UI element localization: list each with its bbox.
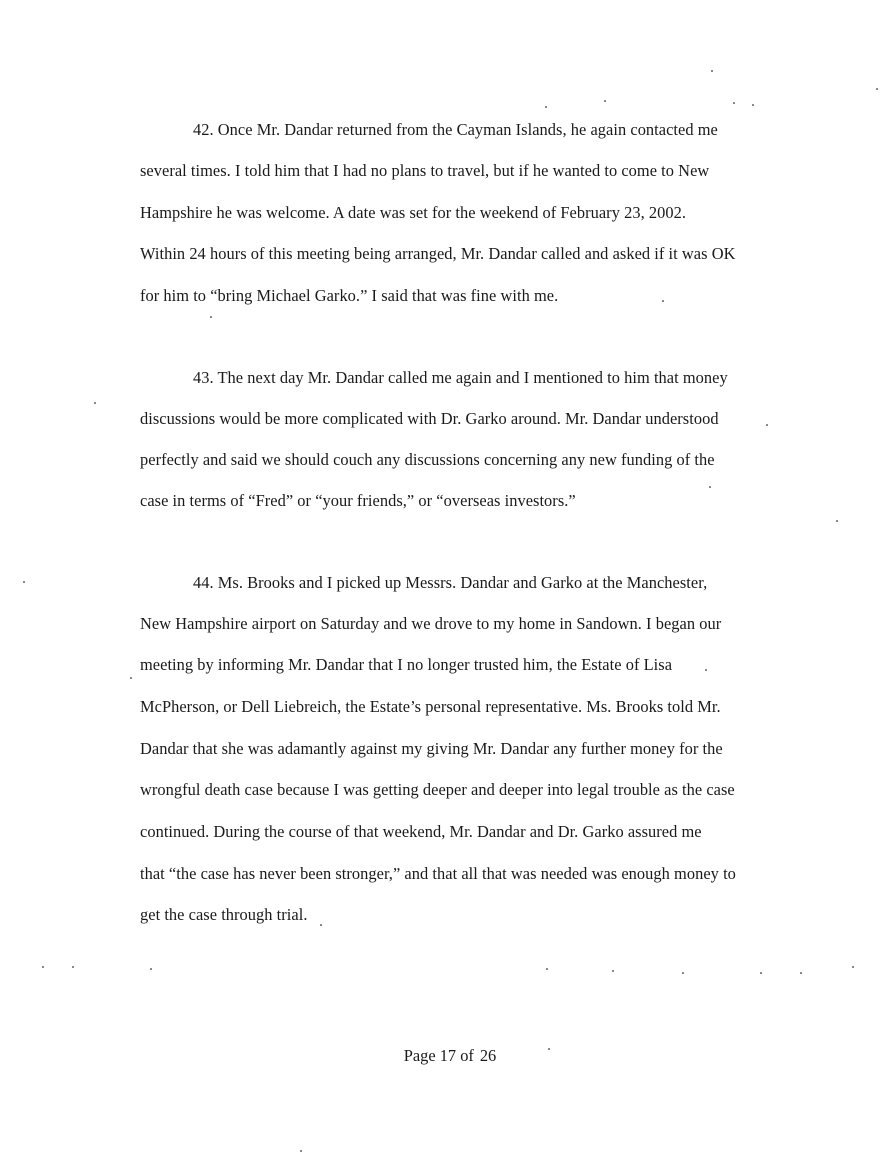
paragraph-line: case in terms of “Fred” or “your friends,” or “overseas investors.”: [140, 491, 576, 510]
page-total: 26: [479, 1046, 497, 1065]
paragraph-line: Hampshire he was welcome. A date was set for the weekend of February 23, 2002.: [140, 203, 686, 222]
paragraph-line: discussions would be more complicated with Dr. Garko around. Mr. Dandar understood: [140, 409, 719, 428]
paragraph-line: 43. The next day Mr. Dandar called me again and I mentioned to him that money: [193, 368, 728, 387]
paragraph-line: meeting by informing Mr. Dandar that I no longer trusted him, the Estate of Lisa: [140, 655, 673, 674]
paragraph-line: wrongful death case because I was getting deeper and deeper into legal trouble as the case: [140, 780, 735, 799]
page-number-label: Page 17 of: [403, 1046, 474, 1065]
page-number-footer: [0, 1046, 894, 1066]
paragraph-line: Dandar that she was adamantly against my giving Mr. Dandar any further money for the: [140, 739, 723, 758]
paragraph-line: several times. I told him that I had no plans to travel, but if he wanted to come to New: [140, 161, 710, 180]
paragraph-line: 42. Once Mr. Dandar returned from the Cayman Islands, he again contacted me: [193, 120, 718, 139]
paragraph-line: get the case through trial.: [140, 905, 308, 924]
paragraph-line: for him to “bring Michael Garko.” I said that was fine with me.: [140, 286, 559, 305]
paragraph-line: perfectly and said we should couch any discussions concerning any new funding of the: [140, 450, 715, 469]
paragraph-line: 44. Ms. Brooks and I picked up Messrs. Dandar and Garko at the Manchester,: [193, 573, 708, 592]
paragraph-line: New Hampshire airport on Saturday and we drove to my home in Sandown. I began our: [140, 614, 722, 633]
paragraph-line: Within 24 hours of this meeting being arranged, Mr. Dandar called and asked if it was OK: [140, 244, 736, 263]
paragraph-line: that “the case has never been stronger,” and that all that was needed was enough money to: [140, 864, 736, 883]
paragraph-line: continued. During the course of that weekend, Mr. Dandar and Dr. Garko assured me: [140, 822, 702, 841]
paragraph-line: McPherson, or Dell Liebreich, the Estate’s personal representative. Ms. Brooks told Mr.: [140, 697, 721, 716]
